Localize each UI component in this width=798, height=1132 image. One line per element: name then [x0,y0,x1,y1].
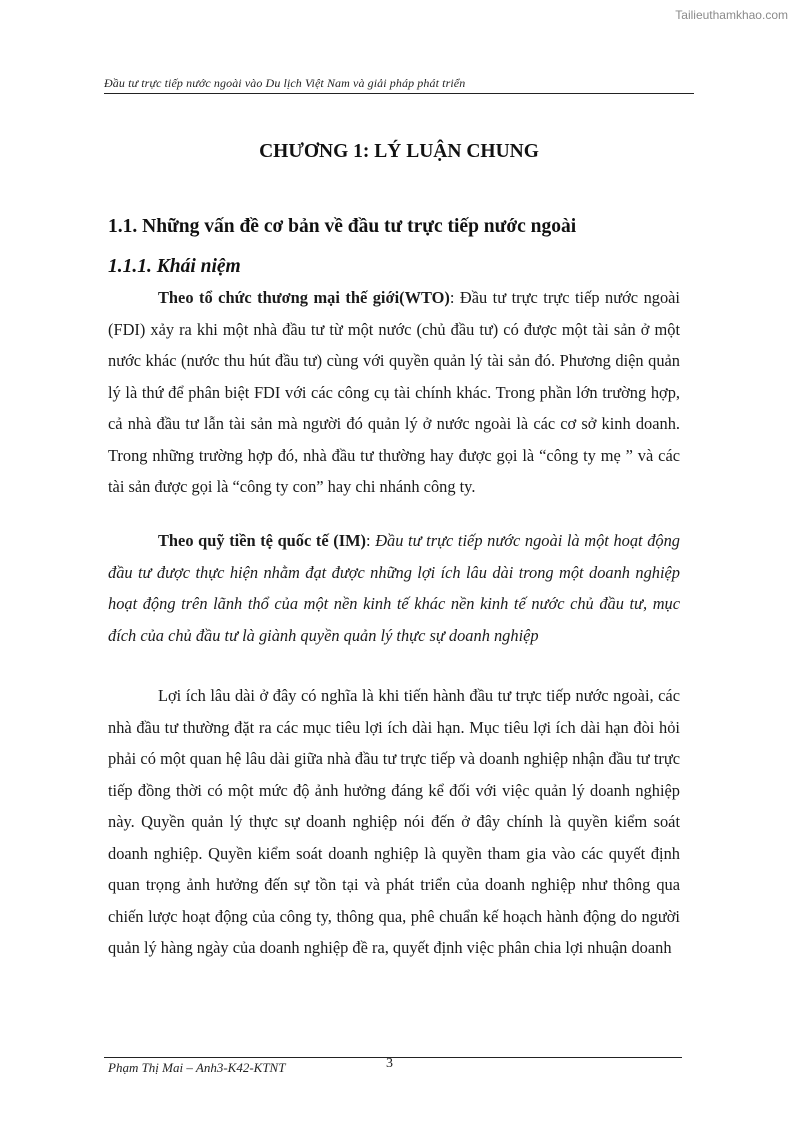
chapter-title: CHƯƠNG 1: LÝ LUẬN CHUNG [259,141,539,162]
header-rule [104,93,694,94]
section-title: 1.1. Những vấn đề cơ bản về đầu tư trực tiếp nước ngoài [108,216,577,237]
footer-rule [104,1057,682,1058]
paragraph-text-long-term: Lợi ích lâu dài ở đây có nghĩa là khi tiến hành đầu tư trực tiếp nước ngoài, các nhà đầu tư thường đặt ra các mục tiêu lợi ích dài hạn. Mục tiêu lợi ích dài hạn đòi hỏi phải có một quan hệ lâu dài giữa nhà đầu tư trực tiếp và doanh nghiệp nhận đầu tư trực tiếp đồng thời có một mức độ ảnh hưởng đáng kể đối với việc quản lý doanh nghiệp này. Quyền quản lý thực sự doanh nghiệp nói đến ở đây chính là quyền kiểm soát doanh nghiệp. Quyền kiểm soát doanh nghiệp là quyền tham gia vào các quyết định quan trọng ảnh hưởng đến sự tồn tại và phát triển của doanh nghiệp như thông qua chiến lược hoạt động của công ty, thông qua, phê chuẩn kế hoạch hành động do người quản lý hàng ngày của doanh nghiệp đề ra, quyết định việc phân chia lợi nhuận doanh [108,686,680,957]
paragraph-text-wto: : Đầu tư trực trực tiếp nước ngoài (FDI) xảy ra khi một nhà đầu tư từ một nước (chủ đầu tư) có được một tài sản ở một nước khác (nước thu hút đầu tư) cùng với quyền quản lý tài sản đó. Phương diện quản lý là thứ để phân biệt FDI với các công cụ tài chính khác. Trong phần lớn trường hợp, cả nhà đầu tư lẫn tài sản mà người đó quản lý ở nước ngoài là các cơ sở kinh doanh. Trong những trường hợp đó, nhà đầu tư thường hay được gọi là “công ty mẹ ” và các tài sản được gọi là “công ty con” hay chi nhánh công ty. [108,288,680,496]
paragraph-long-term-interest [108,680,680,964]
paragraph-lead-wto: Theo tổ chức thương mại thế giới(WTO) [158,288,450,307]
footer-author: Phạm Thị Mai – Anh3-K42-KTNT [108,1060,286,1075]
paragraph-colon-imf: : [366,531,376,550]
page-number: 3 [386,1056,393,1071]
watermark: Tailieuthamkhao.com [675,8,788,22]
running-header: Đầu tư trực tiếp nước ngoài vào Du lịch Việt Nam và giải pháp phát triển [104,76,466,90]
paragraph-text-imf: Đầu tư trực tiếp nước ngoài là một hoạt động đầu tư được thực hiện nhằm đạt được những lợi ích lâu dài trong một doanh nghiệp hoạt động trên lãnh thổ của một nền kinh tế khác nền kinh tế nước chủ đầu tư, mục đích của chủ đầu tư là giành quyền quản lý thực sự doanh nghiệp [108,531,680,645]
paragraph-wto-definition [108,282,680,503]
subsection-title: 1.1.1. Khái niệm [108,256,241,277]
paragraph-imf-definition [108,525,680,651]
paragraph-lead-imf: Theo quỹ tiền tệ quốc tế (IM) [158,531,367,550]
